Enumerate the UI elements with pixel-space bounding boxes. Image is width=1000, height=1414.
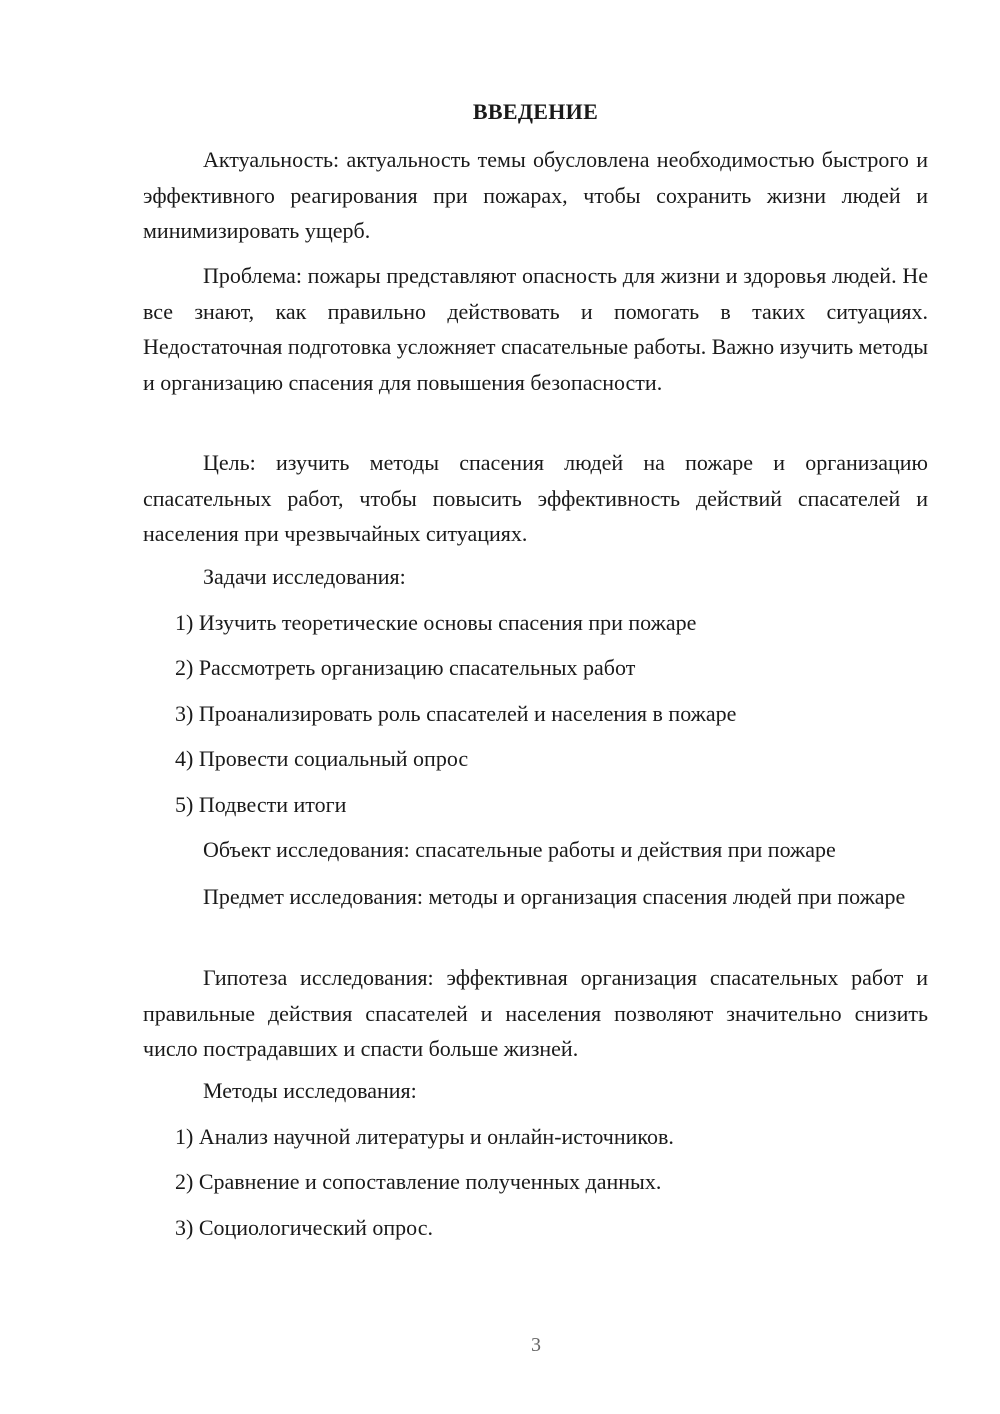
method-item: 2) Сравнение и сопоставление полученных данных. [175,1169,662,1194]
tasks-heading: Задачи исследования: [203,564,406,589]
relevance-paragraph: Актуальность: актуальность темы обусловлена необходимостью быстрого и эффективного реагирования при пожарах, чтобы сохранить жизни людей и минимизировать ущерб. [143,147,928,243]
hypothesis-paragraph: Гипотеза исследования: эффективная организация спасательных работ и правильные действия спасателей и населения позволяют значительно снизить число пострадавших и спасти больше жизней. [143,965,928,1061]
goal-paragraph: Цель: изучить методы спасения людей на пожаре и организацию спасательных работ, чтобы повысить эффективность действий спасателей и населения при чрезвычайных ситуациях. [143,450,928,546]
page-title: ВВЕДЕНИЕ [472,99,599,124]
methods-heading: Методы исследования: [203,1078,417,1103]
task-item: 5) Подвести итоги [175,792,347,817]
page-number: 3 [531,1334,541,1356]
subject-paragraph: Предмет исследования: методы и организация спасения людей при пожаре [203,884,906,909]
task-item: 2) Рассмотреть организацию спасательных работ [175,655,636,680]
method-item: 3) Социологический опрос. [175,1215,433,1240]
method-item: 1) Анализ научной литературы и онлайн-источников. [175,1124,674,1149]
problem-paragraph: Проблема: пожары представляют опасность для жизни и здоровья людей. Не все знают, как правильно действовать и помогать в таких ситуациях. Недостаточная подготовка усложняет спасательные работы. Важно изучить методы и организацию спасения для повышения безопасности. [143,263,928,395]
task-item: 3) Проанализировать роль спасателей и населения в пожаре [175,701,737,726]
object-line: Объект исследования: спасательные работы и действия при пожаре [203,837,836,862]
task-item: 1) Изучить теоретические основы спасения при пожаре [175,610,697,635]
task-item: 4) Провести социальный опрос [175,746,469,771]
